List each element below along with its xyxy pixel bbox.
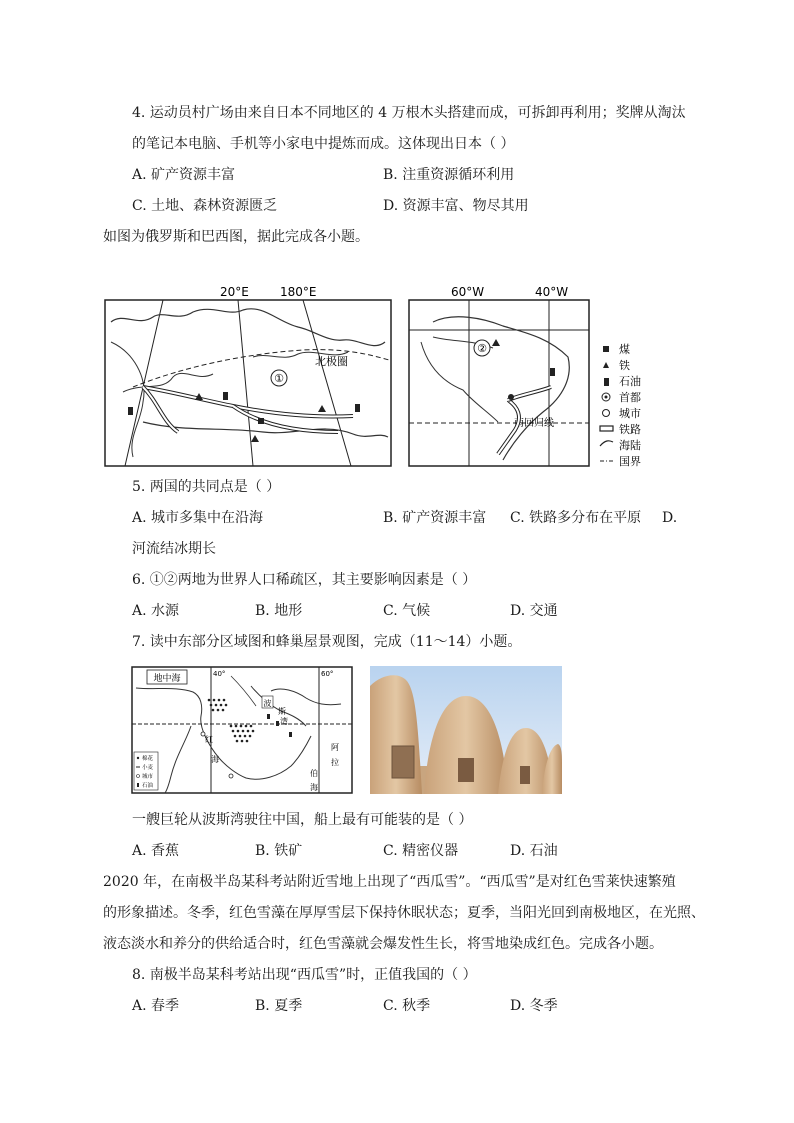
middle-east-map <box>131 666 353 794</box>
q4-stem-line2: 的笔记本电脑、手机等小家电中提炼而成。这体现出日本（ ） <box>132 136 515 152</box>
q7-option-a: A. 香蕉 <box>132 843 180 859</box>
q8-option-d: D. 冬季 <box>510 998 558 1014</box>
russia-arctic-label: 北极圈 <box>315 355 348 368</box>
q5-option-b: B. 矿产资源丰富 <box>383 510 487 526</box>
me-lon-60: 60° <box>321 670 334 678</box>
q7-stem: 7. 读中东部分区域图和蜂巢屋景观图，完成（11～14）小题。 <box>132 634 522 650</box>
russia-lon-20e: 20°E <box>220 285 249 299</box>
legend-city: 城市 <box>619 407 641 420</box>
legend-coal: 煤 <box>619 343 630 356</box>
q5-option-a: A. 城市多集中在沿海 <box>132 510 264 526</box>
q5-stem: 5. 两国的共同点是（ ） <box>132 479 281 495</box>
q4-option-a: A. 矿产资源丰富 <box>132 167 236 183</box>
legend-iron: 铁 <box>619 359 630 372</box>
q6-option-a: A. 水源 <box>132 603 180 619</box>
legend-capital: 首都 <box>619 391 641 404</box>
me-arab-3: 伯 <box>310 769 318 778</box>
q6-option-d: D. 交通 <box>510 603 558 619</box>
me-mediterranean: 地中海 <box>153 674 181 684</box>
q5-option-d: D. <box>662 510 678 526</box>
me-arab-1: 阿 <box>331 743 339 752</box>
me-lon-40: 40° <box>213 670 226 678</box>
q5-option-d-continuation: 河流结冰期长 <box>132 541 216 557</box>
legend-railway: 铁路 <box>619 423 641 436</box>
q8-stem: 8. 南极半岛某科考站出现“西瓜雪”时，正值我国的（ ） <box>132 967 477 983</box>
russia-map-frame <box>105 300 391 466</box>
me-legend-oil: 石油 <box>142 783 154 789</box>
q6-option-c: C. 气候 <box>383 603 431 619</box>
russia-region-number: ① <box>274 372 284 385</box>
legend-oil: 石油 <box>619 375 641 388</box>
q7-option-d: D. 石油 <box>510 843 558 859</box>
me-red-1: 红 <box>205 735 213 744</box>
russia-brazil-figure <box>103 282 663 468</box>
q5-option-c: C. 铁路多分布在平原 <box>510 510 642 526</box>
me-legend-cotton: 棉花 <box>142 756 154 762</box>
passage-line1: 2020 年，在南极半岛某科考站附近雪地上出现了“西瓜雪”。“西瓜雪”是对红色雪莱快速繁殖 <box>103 874 676 890</box>
map-legend <box>600 342 641 468</box>
me-arab-4: 海 <box>310 783 318 792</box>
me-persian-1: 波 <box>263 699 272 708</box>
brazil-tropic-label: 南回归线 <box>514 418 554 429</box>
q7-option-b: B. 铁矿 <box>255 843 303 859</box>
me-persian-3: 湾 <box>280 717 288 726</box>
passage-line3: 液态淡水和养分的供给适合时，红色雪藻就会爆发性生长，将雪地染成红色。完成各小题。 <box>103 936 663 952</box>
q8-option-b: B. 夏季 <box>255 998 303 1014</box>
me-persian-2: 斯 <box>278 707 286 716</box>
q7-option-c: C. 精密仪器 <box>383 843 459 859</box>
brazil-region-number: ② <box>477 342 487 355</box>
beehive-houses-photo <box>370 666 562 794</box>
q4-option-c: C. 土地、森林资源匮乏 <box>132 198 278 214</box>
maps-intro: 如图为俄罗斯和巴西图，据此完成各小题。 <box>103 229 369 245</box>
q7-question: 一艘巨轮从波斯湾驶往中国，船上最有可能装的是（ ） <box>132 812 473 828</box>
russia-lon-180e: 180°E <box>280 285 317 299</box>
q4-option-b: B. 注重资源循环利用 <box>383 167 515 183</box>
legend-border: 国界 <box>619 455 641 468</box>
q8-option-c: C. 秋季 <box>383 998 431 1014</box>
q8-option-a: A. 春季 <box>132 998 180 1014</box>
me-legend-wheat: 小麦 <box>142 765 154 771</box>
me-legend-city: 城市 <box>142 774 154 780</box>
me-arab-2: 拉 <box>331 758 339 767</box>
passage-line2: 的形象描述。冬季，红色雪藻在厚厚雪层下保持休眠状态；夏季，当阳光回到南极地区，在光照、 <box>103 905 705 921</box>
q4-stem-line1: 4. 运动员村广场由来自日本不同地区的 4 万根木头搭建而成，可拆卸再利用；奖牌从淘汰 <box>132 105 686 121</box>
brazil-lon-40w: 40°W <box>535 285 569 299</box>
q6-option-b: B. 地形 <box>255 603 303 619</box>
q6-stem: 6. ①②两地为世界人口稀疏区，其主要影响因素是（ ） <box>132 572 477 588</box>
brazil-lon-60w: 60°W <box>451 285 485 299</box>
q4-option-d: D. 资源丰富、物尽其用 <box>383 198 529 214</box>
me-red-2: 海 <box>211 755 219 764</box>
legend-coastline: 海陆 <box>619 439 641 452</box>
